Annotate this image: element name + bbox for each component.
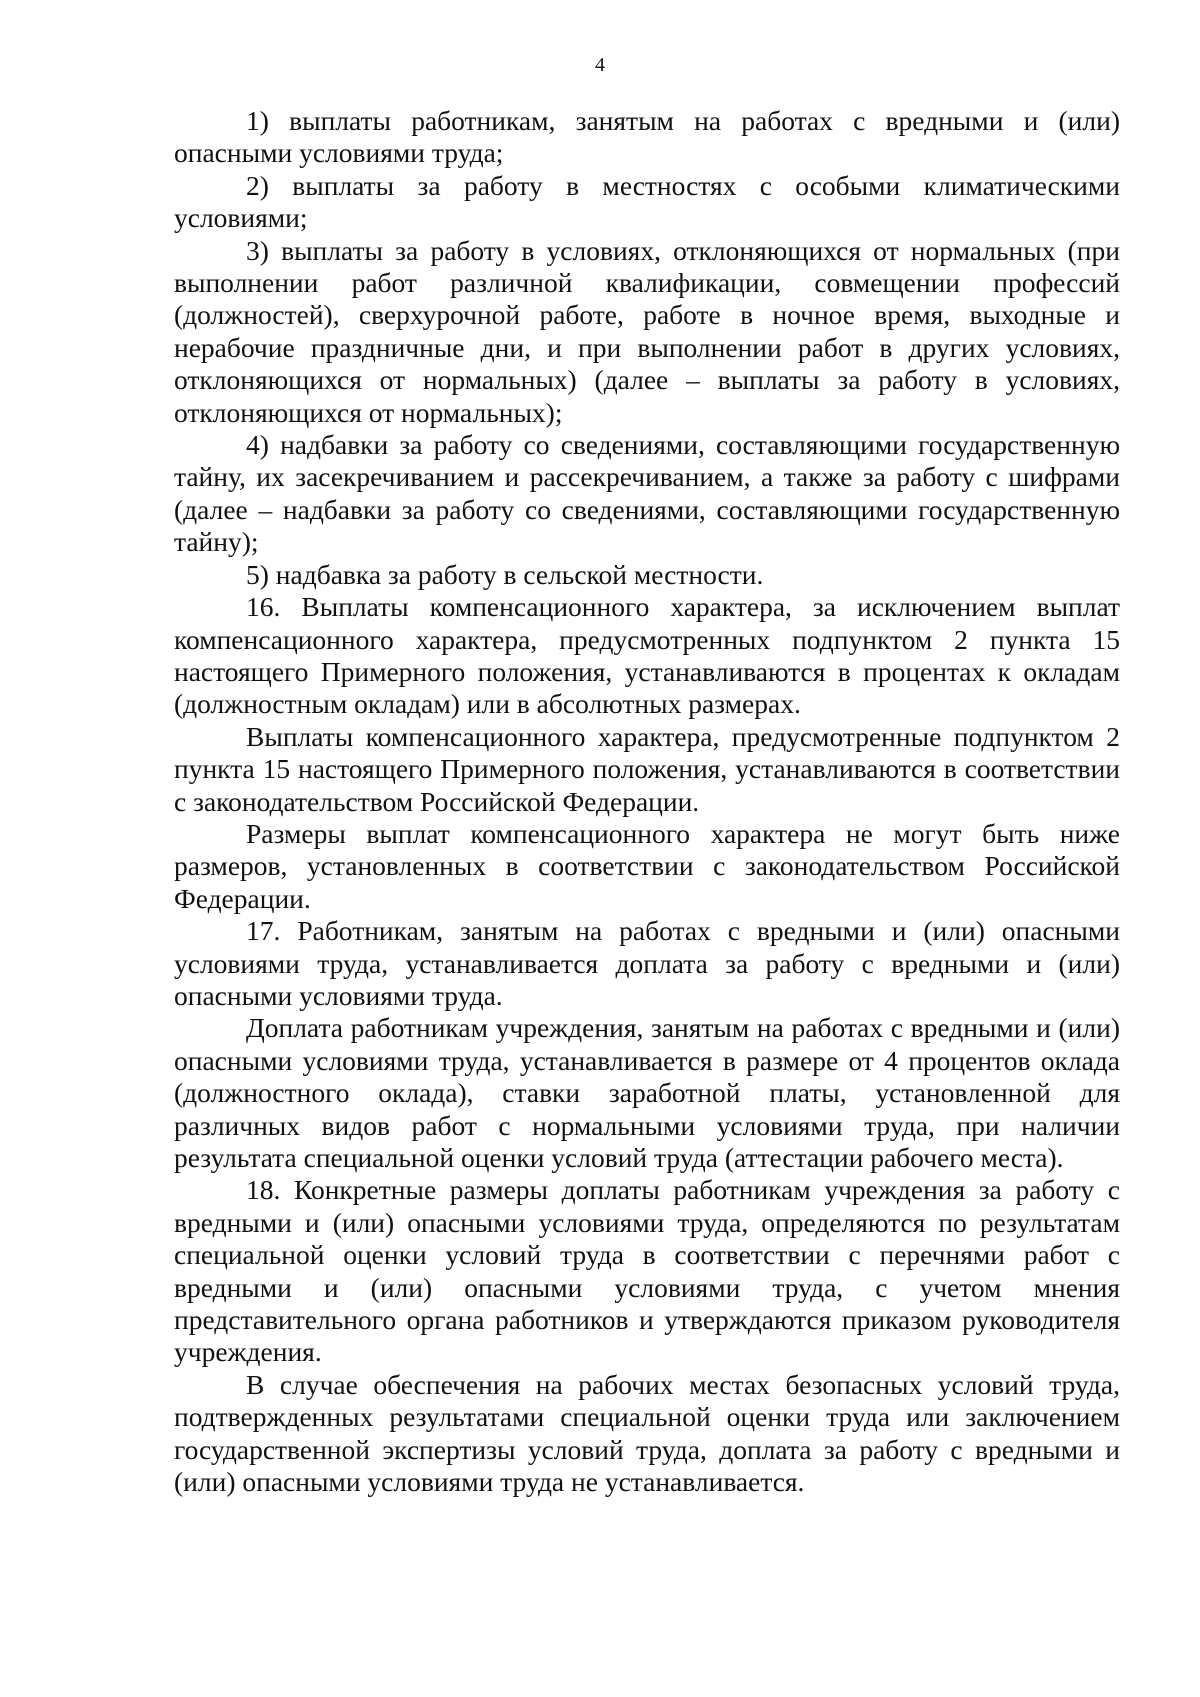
- paragraph-item-4: 4) надбавки за работу со сведениями, составляющими государственную тайну, их засекречиванием и рассекречиванием, а также за работу с шифрами (далее – надбавки за работу со сведениями, составляющими государственную тайну);: [174, 429, 1120, 558]
- page-number: 4: [595, 54, 605, 76]
- paragraph-section-17-part-2: Доплата работникам учреждения, занятым на работах с вредными и (или) опасными условиями труда, устанавливается в размере от 4 процентов оклада (должностного оклада), ставки заработной платы, установленной для различных видов работ с нормальными условиями труда, при наличии результата специальной оценки условий труда (аттестации рабочего места).: [174, 1012, 1120, 1173]
- paragraph-item-5: 5) надбавка за работу в сельской местности.: [246, 558, 764, 590]
- paragraph-section-16: 16. Выплаты компенсационного характера, за исключением выплат компенсационного характера, предусмотренных подпунктом 2 пункта 15 настоящего Примерного положения, устанавливаются в процентах к окладам (должностным окладам) или в абсолютных размерах.: [174, 591, 1120, 720]
- document-body: [174, 105, 1120, 1498]
- paragraph-item-3: 3) выплаты за работу в условиях, отклоняющихся от нормальных (при выполнении работ различной квалификации, совмещении профессий (должностей), сверхурочной работе, работе в ночное время, выходные и нерабочие праздничные дни, и при выполнении работ в других условиях, отклоняющихся от нормальных) (далее – выплаты за работу в условиях, отклоняющихся от нормальных);: [174, 234, 1120, 428]
- paragraph-section-17: 17. Работникам, занятым на работах с вредными и (или) опасными условиями труда, устанавливается доплата за работу с вредными и (или) опасными условиями труда.: [174, 915, 1120, 1011]
- paragraph-section-18: 18. Конкретные размеры доплаты работникам учреждения за работу с вредными и (или) опасными условиями труда, определяются по результатам специальной оценки условий труда в соответствии с перечнями работ с вредными и (или) опасными условиями труда, с учетом мнения представительного органа работников и утверждаются приказом руководителя учреждения.: [174, 1174, 1120, 1368]
- paragraph-section-16-part-3: Размеры выплат компенсационного характера не могут быть ниже размеров, установленных в соответствии с законодательством Российской Федерации.: [174, 817, 1120, 914]
- paragraph-item-1: 1) выплаты работникам, занятым на работах с вредными и (или) опасными условиями труда;: [174, 105, 1120, 169]
- paragraph-item-2: 2) выплаты за работу в местностях с особыми климатическими условиями;: [174, 169, 1120, 234]
- paragraph-section-16-part-2: Выплаты компенсационного характера, предусмотренные подпунктом 2 пункта 15 настоящего Примерного положения, устанавливаются в соответствии с законодательством Российской Федерации.: [174, 720, 1120, 817]
- paragraph-section-18-part-2: В случае обеспечения на рабочих местах безопасных условий труда, подтвержденных результатами специальной оценки труда или заключением государственной экспертизы условий труда, доплата за работу с вредными и (или) опасными условиями труда не устанавливается.: [174, 1368, 1120, 1498]
